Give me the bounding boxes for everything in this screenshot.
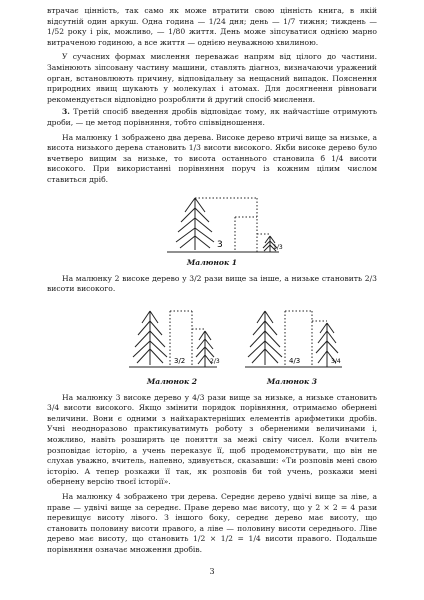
figure-1-caption: Малюнок 1	[186, 257, 238, 267]
paragraph-3-text: Третій спосіб введення дробів відповідає тому, як найчастіше отримують дроби, — це метод порівняння, тобто співвідношення.	[47, 107, 377, 127]
figure-1-label-small: 1/3	[273, 243, 283, 251]
paragraph-3	[47, 107, 377, 128]
figure-2-caption: Малюнок 2	[146, 376, 198, 386]
figures-2-3	[47, 297, 377, 391]
figure-1-drawing	[47, 188, 377, 260]
figure-3-caption: Малюнок 3	[266, 376, 318, 386]
paragraph-5: На малюнку 2 високе дерево у 3/2 рази вище за інше, а низьке становить 2/3 висоти високого.	[47, 273, 377, 294]
paragraph-2: У сучасних формах мислення переважає напрям від цілого до частини. Замінюють зіпсовану частину машини, ставлять діагноз, визначаючи уражений орган, встановлюють причину, відповідальну за нещасний випадок. Пояснення природних явищ шукають у молекулах і атомах. Для досягнення рівноваги рекомендується відповідно розробляти й другий спосіб мислення.	[47, 52, 377, 104]
paragraph-7: На малюнку 4 зображено три дерева. Середнє дерево удвічі вище за ліве, а праве — удвічі вище за середнє. Праве дерево має висоту, що у 2 × 2 = 4 рази перевищує висоту лівого. З іншого боку, середнє дерево має висоту, що становить половину висоти правого, а ліве — половину висоти середнього. Ліве дерево має висоту, що становить 1/2 × 1/2 = 1/4 висоти правого. Подальше порівняння означає множення дробів.	[47, 492, 377, 554]
page-number: 3	[209, 567, 215, 576]
figure-2-tall-tree-icon	[133, 311, 167, 365]
figure-2-3-drawing	[47, 297, 377, 375]
paragraph-4: На малюнку 1 зображено два дерева. Високе дерево втричі вище за низьке, а висота низького дерева становить 1/3 висоти високого. Якби високе дерево було вчетверо вищим за низьке, то висота останнього становила б 1/4 висоти високого. При використанні порівняння поруч із кожним цілим числом ставиться дріб.	[47, 132, 377, 184]
figure-2-label-small: 2/3	[210, 357, 220, 365]
paragraph-3-number: 3.	[62, 107, 70, 117]
figure-3-label-small: 3/4	[331, 357, 341, 365]
figure-3-tall-tree-icon	[248, 311, 282, 365]
figure-1	[47, 188, 377, 272]
figure-1-label-big: 3	[217, 239, 223, 250]
paragraph-1: втрачає цінність, так само як може втратити свою цінність книга, в якій відсутній один аркуш. Одна година — 1/24 дня; день — 1/7 тижня; тиждень — 1/52 року і рік, можливо, — 1/80 життя. День може зіпсуватися однією марно витраченою годиною, а все життя — однією неуважною хвилиною.	[47, 6, 377, 47]
figure-3-label-big: 4/3	[289, 356, 301, 365]
figure-2-label-big: 3/2	[174, 356, 186, 365]
paragraph-6: На малюнку 3 високе дерево у 4/3 рази вище за низьке, а низьке становить 3/4 висоти високого. Якщо змінити порядок порівняння, отримаємо обернені величини. Вони є одними з найхарактерніших елементів арифметики дробів. Учні неодноразово практикуватимуть роботу з оберненими величинами і, можливо, навіть розширять це поняття за межі світу чисел. Коли вчитель розповідає історію, а учень переказує її, щоб продемонструвати, що він не слухав уважно, вчитель, напевно, здивується, сказавши: «Ти розповів мені свою історію. А тепер розкажи її так, як розповів би той учень, розкажи мені обернену версію твоєї історії».	[47, 392, 377, 487]
tall-tree-icon	[176, 198, 214, 250]
comparison-lines	[167, 198, 279, 252]
